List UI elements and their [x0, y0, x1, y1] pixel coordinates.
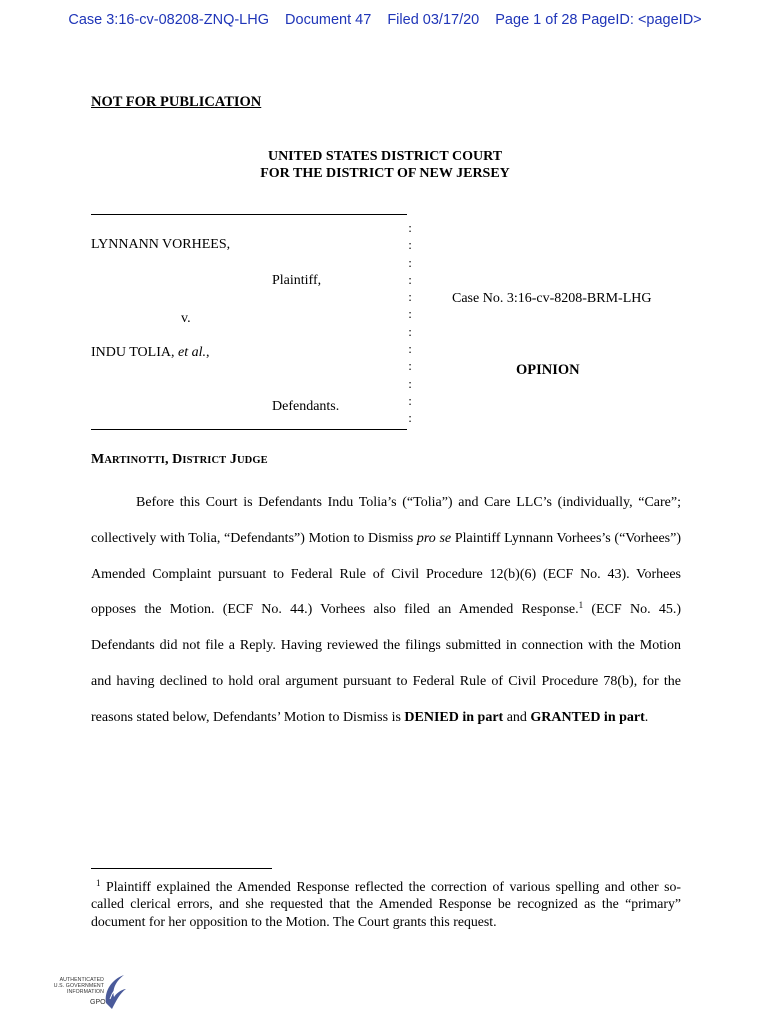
document-number: Document 47: [285, 12, 372, 28]
filed-date: Filed 03/17/20: [387, 12, 480, 28]
footnote-number: 1: [96, 878, 101, 888]
plaintiff-name: LYNNANN VORHEES,: [91, 237, 231, 252]
gpo-line-1: AUTHENTICATED: [59, 977, 104, 983]
caption-bottom-rule: [91, 429, 407, 430]
defendant-role: Defendants.: [272, 399, 340, 414]
defendant-name: INDU TOLIA, et al.,: [91, 345, 210, 360]
gpo-authentication-logo: [46, 971, 136, 1017]
footnote-ref[interactable]: 1: [578, 600, 584, 611]
not-for-publication: NOT FOR PUBLICATION: [91, 94, 262, 110]
opinion-paragraph: Before this Court is Defendants Indu Tolia’s (“Tolia”) and Care LLC’s (individually, “Care”; collectively with Tolia, “Defendants”) Motion to Dismiss pro se Plaintiff Lynnann Vorhees’s (“Vorhees”) Amended Complaint pursuant to Federal Rule of Civil Procedure 12(b)(6) (ECF No. 43). Vorhees opposes the Motion. (ECF No. 44.) Vorhees also filed an Amended Response.$^1$ (ECF No. 45.) Defendants did not file a Reply. Having reviewed the filings submitted in connection with the Motion and having declined to hold oral argument pursuant to Federal Rule of Civil Procedure 78(b), for the reasons stated below, Defendants’ Motion to Dismiss is DENIED in part and GRANTED in part.: [91, 495, 682, 725]
judge-name: MARTINOTTI, DISTRICT JUDGE: [91, 452, 268, 467]
versus: v.: [181, 311, 191, 326]
caption-colons: : : : : : : : : : : : :: [408, 220, 412, 426]
footnote-rule: [91, 868, 272, 869]
eagle-icon: [102, 973, 128, 1013]
plaintiff-role: Plaintiff,: [272, 273, 322, 288]
court-line-2: FOR THE DISTRICT OF NEW JERSEY: [260, 166, 510, 181]
case-number-header: Case 3:16-cv-08208-ZNQ-LHG: [68, 12, 270, 28]
case-number: Case No. 3:16-cv-8208-BRM-LHG: [452, 291, 652, 306]
filing-header: [0, 12, 770, 28]
gpo-line-2: U.S. GOVERNMENT: [53, 983, 104, 989]
gpo-line-3: INFORMATION: [66, 989, 104, 995]
page-info: Page 1 of 28 PageID: <pageID>: [495, 12, 702, 28]
footnote: $^1$ Plaintiff explained the Amended Response reflected the correction of various spelling and other so-called clerical errors, and she requested that the Amended Response be recognized as the “primary” document for her opposition to the Motion. The Court grants this request.: [91, 878, 681, 929]
gpo-mark: GPO: [90, 999, 106, 1006]
caption-top-rule: [91, 214, 407, 215]
court-line-1: UNITED STATES DISTRICT COURT: [267, 149, 503, 164]
opinion-heading: OPINION: [516, 362, 580, 378]
court-title: [0, 148, 770, 182]
